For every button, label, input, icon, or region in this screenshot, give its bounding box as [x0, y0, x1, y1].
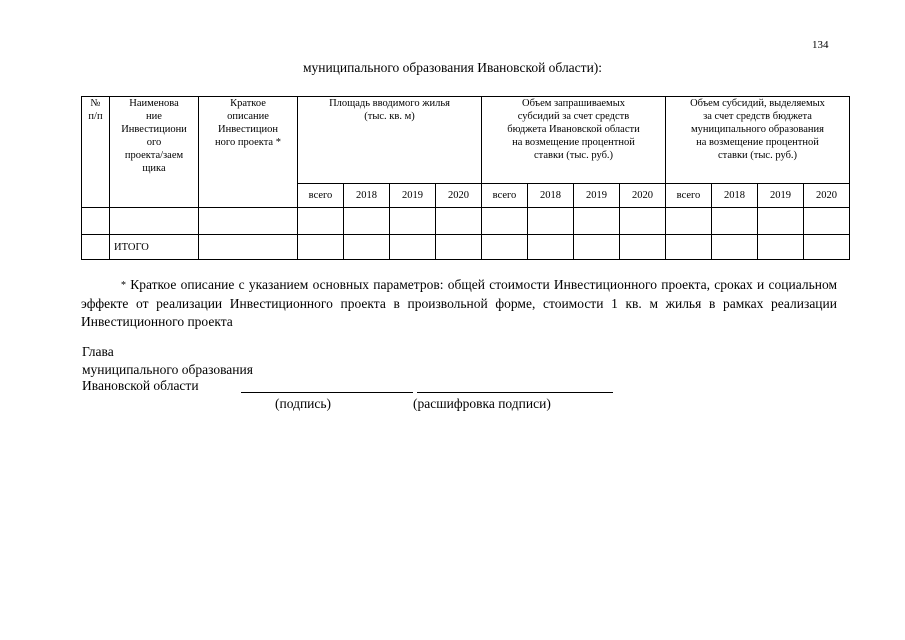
requested-2019-header: 2019	[574, 184, 620, 208]
header-line: щика	[142, 163, 166, 174]
header-num	[82, 97, 110, 208]
investment-projects-table	[81, 96, 850, 260]
allocated-total-header: всего	[666, 184, 712, 208]
signature-decoding-caption: (расшифровка подписи)	[413, 396, 551, 411]
signature-decoding-underline	[417, 392, 613, 393]
header-line: п/п	[88, 111, 103, 122]
footnote-asterisk: *	[121, 280, 126, 291]
allocated-2019-header: 2019	[758, 184, 804, 208]
footnote-text: Краткое описание с указанием основных параметров: общей стоимости Инвестиционного проекта, сроках и социальном эффекте от реализации Инвестиционного проекта в произвольной форме, стоимости 1 кв. м жилья в рамках реализации Инвестиционного проекта	[81, 277, 838, 329]
allocated-2018-header: 2018	[712, 184, 758, 208]
requested-2020-header: 2020	[620, 184, 666, 208]
header-line: за счет средств бюджета	[703, 111, 812, 122]
header-line: №	[90, 98, 101, 109]
header-line: (тыс. кв. м)	[364, 111, 415, 122]
header-line: муниципального образования	[691, 124, 824, 135]
requested-total-header: всего	[482, 184, 528, 208]
header-line: на возмещение процентной	[512, 137, 635, 148]
area-2020-header: 2020	[436, 184, 482, 208]
signature-title-line3: Ивановской области	[82, 378, 199, 393]
header-line: Площадь вводимого жилья	[329, 98, 450, 109]
header-line: описание	[227, 111, 269, 122]
signature-title-line1: Глава	[82, 344, 114, 359]
header-line: ставки (тыс. руб.)	[533, 150, 614, 161]
area-2019-header: 2019	[390, 184, 436, 208]
area-total-header: всего	[298, 184, 344, 208]
header-allocated-subsidies	[666, 97, 850, 184]
header-line: ние	[146, 111, 162, 122]
total-label: ИТОГО	[110, 235, 199, 260]
header-line: проекта/заем	[124, 150, 184, 161]
page-number: 134	[812, 39, 829, 51]
page-heading: муниципального образования Ивановской области):	[302, 60, 603, 75]
signature-underline	[241, 392, 413, 393]
allocated-2020-header: 2020	[804, 184, 850, 208]
header-line: бюджета Ивановской области	[507, 124, 640, 135]
table-row-total	[82, 235, 850, 260]
header-requested-subsidies	[482, 97, 666, 184]
header-line: ого	[146, 137, 162, 148]
area-2018-header: 2018	[344, 184, 390, 208]
header-line: Инвестицион	[218, 124, 278, 135]
header-name	[110, 97, 199, 208]
header-description	[199, 97, 298, 208]
header-line: Инвестициони	[121, 124, 187, 135]
header-area	[298, 97, 482, 184]
requested-2018-header: 2018	[528, 184, 574, 208]
header-line: Наименова	[129, 98, 179, 109]
signature-caption: (подпись)	[275, 396, 332, 411]
signature-title-line2: муниципального образования	[82, 362, 253, 377]
header-line: Краткое	[230, 98, 266, 109]
header-line: на возмещение процентной	[696, 137, 819, 148]
header-line: ного проекта *	[215, 137, 281, 148]
header-line: ставки (тыс. руб.)	[717, 150, 798, 161]
header-line: Объем запрашиваемых	[521, 98, 626, 109]
header-line: субсидий за счет средств	[517, 111, 630, 122]
table-row	[82, 208, 850, 235]
footnote	[81, 276, 837, 331]
header-line: Объем субсидий, выделяемых	[690, 98, 825, 109]
